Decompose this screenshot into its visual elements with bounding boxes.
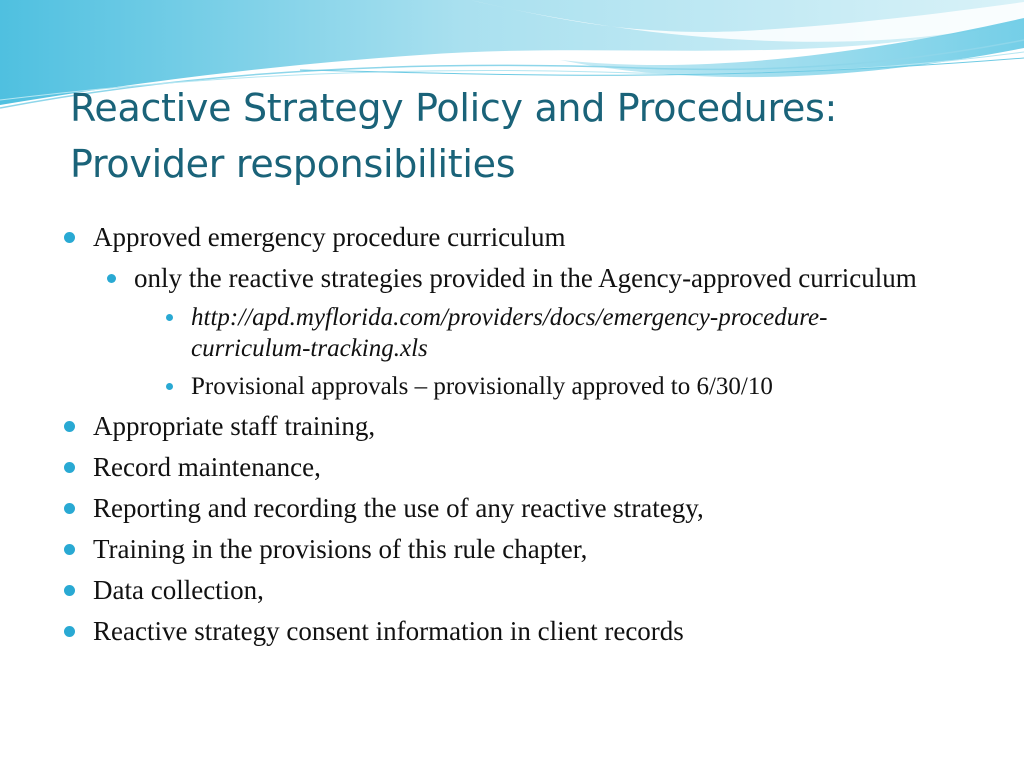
bullet-item	[0, 450, 1024, 484]
bullet-item	[0, 491, 1024, 525]
bullet-dot-icon	[64, 544, 75, 555]
sub-bullet-item	[0, 261, 1024, 295]
bullet-text: Reporting and recording the use of any reactive strategy,	[93, 493, 704, 523]
sub-bullet-text: only the reactive strategies provided in the Agency-approved curriculum	[134, 263, 917, 293]
bullet-dot-icon	[64, 462, 75, 473]
title-line-1: Reactive Strategy Policy and Procedures:	[70, 86, 838, 130]
bullet-item	[0, 532, 1024, 566]
title-line-2: Provider responsibilities	[70, 142, 516, 186]
curriculum-link[interactable]: http://apd.myflorida.com/providers/docs/emergency-procedure-curriculum-tracking.xls	[191, 304, 828, 362]
bullet-dot-icon	[107, 274, 116, 283]
bullet-text: Approved emergency procedure curriculum	[93, 222, 566, 252]
bullet-list	[0, 220, 1024, 655]
bullet-text: Data collection,	[93, 575, 264, 605]
bullet-dot-icon	[64, 585, 75, 596]
slide-title	[70, 80, 970, 192]
sub-sub-bullet-item	[0, 302, 1024, 364]
bullet-item	[0, 220, 1024, 254]
bullet-dot-icon	[64, 421, 75, 432]
bullet-text: Appropriate staff training,	[93, 411, 376, 441]
bullet-dot-icon	[64, 232, 75, 243]
sub-sub-bullet-text: Provisional approvals – provisionally approved to 6/30/10	[191, 373, 773, 400]
bullet-text: Reactive strategy consent information in client records	[93, 616, 684, 646]
bullet-dot-icon	[64, 626, 75, 637]
bullet-dot-icon	[166, 383, 173, 390]
sub-sub-bullet-item	[0, 371, 1024, 402]
bullet-dot-icon	[166, 314, 173, 321]
bullet-item	[0, 573, 1024, 607]
bullet-text: Record maintenance,	[93, 452, 321, 482]
bullet-item	[0, 614, 1024, 648]
bullet-text: Training in the provisions of this rule chapter,	[93, 534, 588, 564]
bullet-dot-icon	[64, 503, 75, 514]
bullet-item	[0, 409, 1024, 443]
